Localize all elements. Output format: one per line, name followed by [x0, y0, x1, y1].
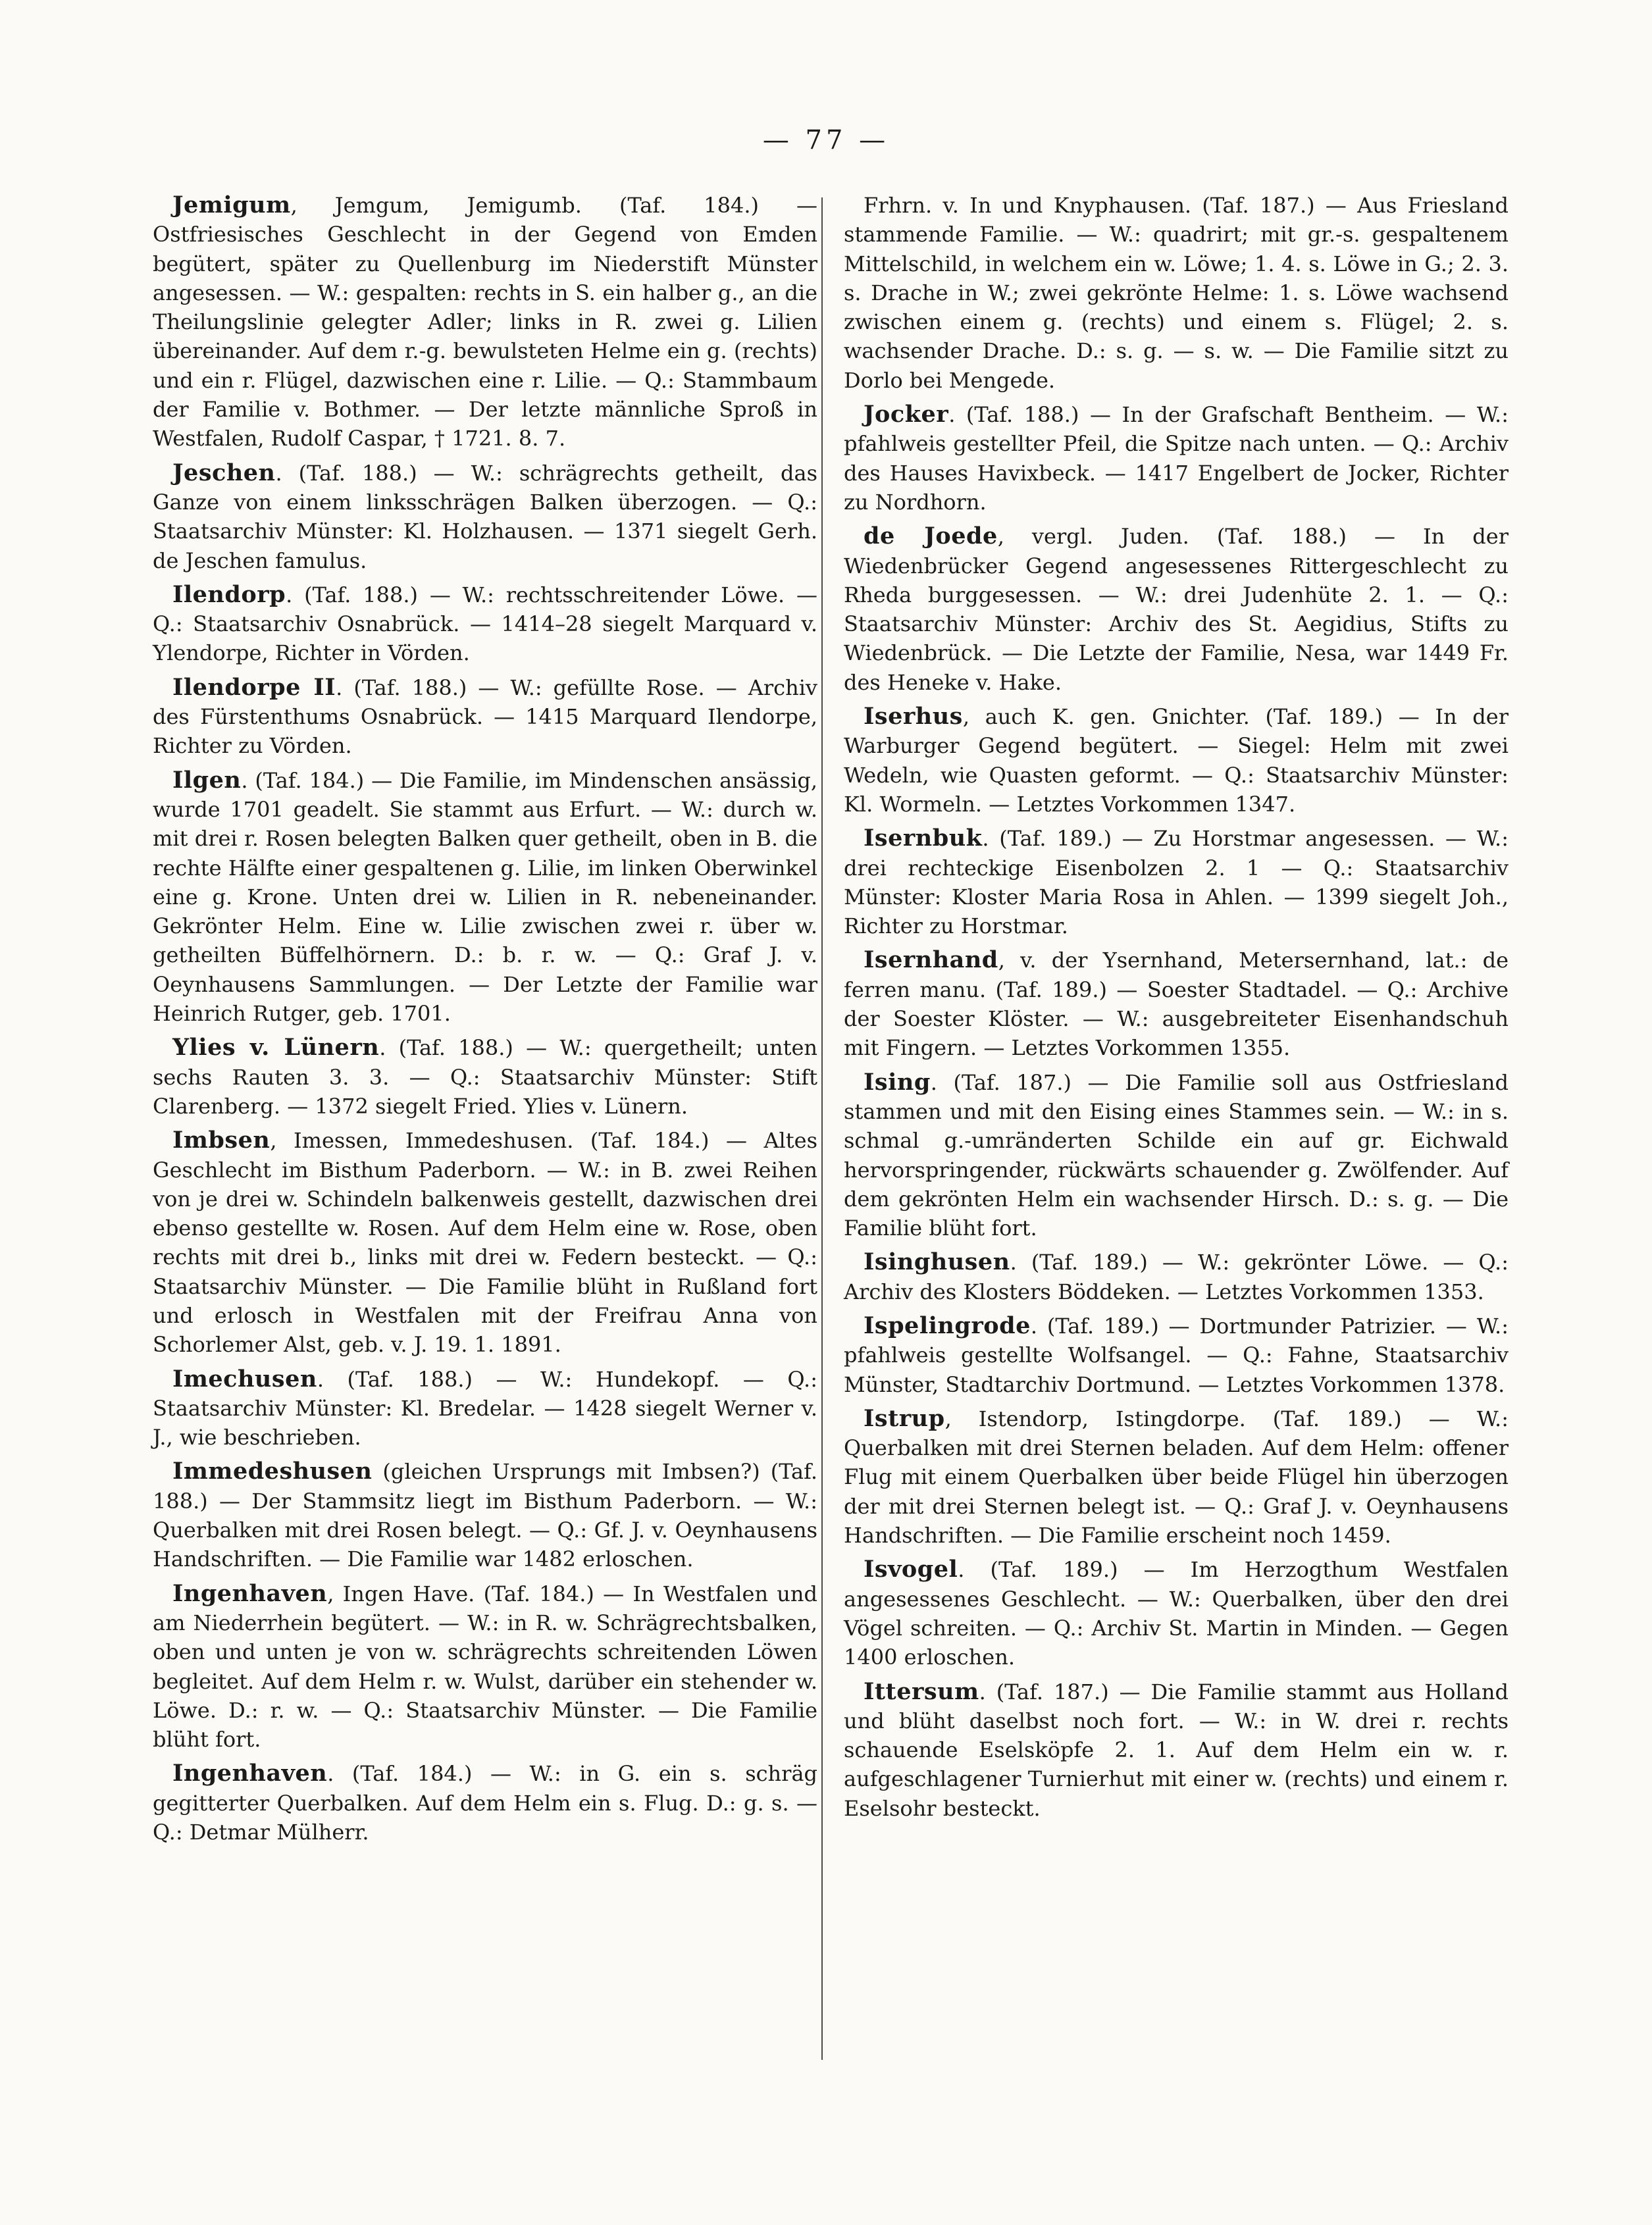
entry-isvogel [844, 1555, 1509, 1672]
entry-imechusen [153, 1365, 817, 1452]
entry-text: , Jemgum, Jemigumb. (Taf. 184.) — Ostfriesisches Geschlecht in der Gegend von Emden begütert, später zu Quellenburg im Niederstift Münster angesessen. — W.: gespalten: rechts in S. ein halber g., an die Theilungslinie gelegter Adler; links in R. zwei g. Lilien übereinander. Auf dem r.-g. bewulsteten Helme ein g. (rechts) und ein r. Flügel, dazwischen eine r. Lilie. — Q.: Stammbaum der Familie v. Bothmer. — Der letzte männliche Sproß in Westfalen, Rudolf Caspar, † 1721. 8. 7. [153, 193, 817, 451]
entry-heading: Ilendorpe II [172, 673, 336, 701]
entry-text: . (Taf. 188.) — W.: gefüllte Rose. — Archiv des Fürstenthums Osnabrück. — 1415 Marquard Ilendorpe, Richter zu Vörden. [153, 675, 818, 759]
entry-heading: Isernbuk [864, 825, 983, 852]
entry-ising [844, 1068, 1509, 1243]
entry-text: , v. der Ysernhand, Metersernhand, lat.: de ferren manu. (Taf. 189.) — Soester Stadtadel. — Q.: Archive der Soester Klöster. — W.: ausgebreiteter Eisenhandschuh mit Fingern. — Letztes Vorkommen 1355. [844, 948, 1509, 1061]
entry-jeschen [153, 459, 817, 575]
entry-isernbuk [844, 824, 1509, 940]
entry-text: (gleichen Ursprungs mit Imbsen?) (Taf. 188.) — Der Stammsitz liegt im Bisthum Paderborn. — W.: Querbalken mit drei Rosen belegt. — Q.: Gf. J. v. Oeynhausens Handschriften. — Die Familie war 1482 erloschen. [153, 1459, 817, 1572]
left-column [153, 191, 817, 1852]
entry-heading: Iserhus [864, 703, 963, 730]
entry-jemigum [153, 191, 817, 453]
page-number: — 77 — [762, 125, 890, 155]
entry-ingenhaven-1 [153, 1579, 817, 1754]
entry-heading: Isinghusen [864, 1248, 1010, 1276]
entry-imbsen [153, 1126, 817, 1359]
entry-heading: Immedeshusen [172, 1458, 373, 1485]
entry-text: , Istendorp, Istingdorpe. (Taf. 189.) — W.: Querbalken mit drei Sternen beladen. Auf dem Helm: offener Flug mit einem Querbalken über beide Flügel hin überzogen der mit drei Sternen belegt ist. — Q.: Graf J. v. Oeynhausens Handschriften. — Die Familie erscheint noch 1459. [844, 1406, 1509, 1548]
entry-heading: Jemigum [172, 192, 291, 218]
entry-heading: Ilgen [172, 766, 242, 794]
entry-text: . (Taf. 188.) — In der Grafschaft Bentheim. — W.: pfahlweis gestellter Pfeil, die Spitze nach unten. — Q.: Archiv des Hauses Havixbeck. — 1417 Engelbert de Jocker, Richter zu Nordhorn. [844, 402, 1509, 515]
entry-text: Frhrn. v. In und Knyphausen. (Taf. 187.) — Aus Friesland stammende Familie. — W.: quadrirt; mit gr.-s. gespaltenem Mittelschild, in welchem ein w. Löwe; 1. 4. s. Löwe in G.; 2. 3. s. Drache in W.; zwei gekrönte Helme: 1. s. Löwe wachsend zwischen einem g. (rechts) und einem s. Flügel; 2. s. wachsender Drache. D.: s. g. — s. w. — Die Familie sitzt zu Dorlo bei Mengede. [844, 193, 1509, 393]
entry-text: . (Taf. 189.) — Im Herzogthum Westfalen angesessenes Geschlecht. — W.: Querbalken, über den drei Vögel schreiten. — Q.: Archiv St. Martin in Minden. — Gegen 1400 erloschen. [844, 1557, 1509, 1670]
entry-heading: de Joede [864, 523, 998, 550]
entry-text: , auch K. gen. Gnichter. (Taf. 189.) — In der Warburger Gegend begütert. — Siegel: Helm mit zwei Wedeln, wie Quasten geformt. — Q.: Staatsarchiv Münster: Kl. Wormeln. — Letztes Vorkommen 1347. [844, 704, 1509, 817]
entry-text: . (Taf. 188.) — W.: quergetheilt; unten sechs Rauten 3. 3. — Q.: Staatsarchiv Münster: Stift Clarenberg. — 1372 siegelt Fried. Ylies v. Lünern. [153, 1035, 817, 1119]
entry-in-und-knyphausen [844, 191, 1509, 395]
entry-heading: Ingenhaven [172, 1760, 328, 1787]
entry-ittersum [844, 1677, 1509, 1823]
entry-text: . (Taf. 189.) — Dortmunder Patrizier. — W.: pfahlweis gestellte Wolfsangel. — Q.: Fahne, Staatsarchiv Münster, Stadtarchiv Dortmund. — Letztes Vorkommen 1378. [844, 1313, 1509, 1397]
entry-istrup [844, 1404, 1509, 1550]
entry-immedeshusen [153, 1457, 817, 1573]
entry-heading: Isvogel [864, 1556, 958, 1583]
entry-ilendorp [153, 580, 817, 668]
entry-text: . (Taf. 189.) — Zu Horstmar angesessen. — W.: drei rechteckige Eisenbolzen 2. 1 — Q.: Staatsarchiv Münster: Kloster Maria Rosa in Ahlen. — 1399 siegelt Joh., Richter zu Horstmar. [844, 826, 1509, 939]
entry-heading: Ittersum [864, 1677, 979, 1705]
entry-isinghusen [844, 1248, 1509, 1306]
entry-de-joede [844, 522, 1509, 697]
entry-text: . (Taf. 184.) — Die Familie, im Mindenschen ansässig, wurde 1701 geadelt. Sie stammt aus Erfurt. — W.: durch w. mit drei r. Rosen belegten Balken quer getheilt, oben in B. die rechte Hälfte einer gespaltenen g. Lilie, im linken Oberwinkel eine g. Krone. Unten drei w. Lilien in R. nebeneinander. Gekrönter Helm. Eine w. Lilie zwischen zwei r. über w. getheilten Büffelhörnern. D.: b. r. w. — Q.: Graf J. v. Oeynhausens Sammlungen. — Der Letzte der Familie war Heinrich Rutger, geb. 1701. [153, 767, 817, 1027]
entry-text: , vergl. Juden. (Taf. 188.) — In der Wiedenbrücker Gegend angesessenes Rittergeschlecht zu Rheda burggesessen. — W.: drei Judenhüte 2. 1. — Q.: Staatsarchiv Münster: Archiv des St. Aegidius, Stifts zu Wiedenbrück. — Die Letzte der Familie, Nesa, war 1449 Fr. des Heneke v. Hake. [844, 524, 1509, 695]
entry-ilendorpe-ii [153, 673, 817, 761]
entry-ispelingrode [844, 1312, 1509, 1399]
entry-text: . (Taf. 184.) — W.: in G. ein s. schräg gegitterter Querbalken. Auf dem Helm ein s. Flug. D.: g. s. — Q.: Detmar Mülherr. [153, 1761, 817, 1845]
entry-ylies-v-luenern [153, 1033, 817, 1121]
entry-text: . (Taf. 187.) — Die Familie soll aus Ostfriesland stammen und mit den Eising eines Stammes sein. — W.: in s. schmal g.-umränderten Schilde ein auf gr. Eichwald hervorspringender, rückwärts schauender g. Zwölfender. Auf dem gekrönten Helm ein wachsender Hirsch. D.: s. g. — Die Familie blüht fort. [844, 1069, 1509, 1241]
entry-jocker [844, 400, 1509, 517]
entry-heading: Jeschen [172, 459, 276, 486]
entry-text: , Ingen Have. (Taf. 184.) — In Westfalen und am Niederrhein begütert. — W.: in R. w. Schrägrechtsbalken, oben und unten je von w. schrägrechts schreitenden Löwen begleitet. Auf dem Helm r. w. Wulst, darüber ein stehender w. Löwe. D.: r. w. — Q.: Staatsarchiv Münster. — Die Familie blüht fort. [153, 1581, 817, 1752]
entry-heading: Jocker [864, 401, 949, 428]
entry-heading: Ising [864, 1068, 931, 1096]
entry-ingenhaven-2 [153, 1759, 817, 1847]
entry-text: . (Taf. 188.) — W.: rechtsschreitender Löwe. — Q.: Staatsarchiv Osnabrück. — 1414–28 siegelt Marquard v. Ylendorpe, Richter in Vörden. [153, 582, 817, 666]
entry-heading: Ispelingrode [864, 1312, 1031, 1339]
entry-iserhus [844, 702, 1509, 819]
entry-text: . (Taf. 188.) — W.: Hundekopf. — Q.: Staatsarchiv Münster: Kl. Bredelar. — 1428 siegelt Werner v. J., wie beschrieben. [153, 1366, 817, 1450]
entry-heading: Ingenhaven [172, 1579, 328, 1607]
entry-ilgen [153, 766, 817, 1029]
entry-heading: Istrup [864, 1404, 945, 1432]
entry-heading: Isernhand [864, 946, 998, 974]
column-divider [821, 197, 823, 2060]
entry-heading: Imbsen [172, 1127, 271, 1154]
entry-text: . (Taf. 188.) — W.: schrägrechts getheilt, das Ganze von einem linksschrägen Balken überzogen. — Q.: Staatsarchiv Münster: Kl. Holzhausen. — 1371 siegelt Gerh. de Jeschen famulus. [153, 460, 817, 573]
entry-text: , Imessen, Immedeshusen. (Taf. 184.) — Altes Geschlecht im Bisthum Paderborn. — W.: in B. zwei Reihen von je drei w. Schindeln balkenweis gestellt, dazwischen drei ebenso gestellte w. Rosen. Auf dem Helm eine w. Rose, oben rechts mit drei b., links mit drei w. Federn besteckt. — Q.: Staatsarchiv Münster. — Die Familie blüht in Rußland fort und erlosch in Westfalen mit der Freifrau Anna von Schorlemer Alst, geb. v. J. 19. 1. 1891. [153, 1128, 817, 1358]
entry-heading: Ylies v. Lünern [172, 1034, 380, 1061]
entry-heading: Imechusen [172, 1365, 317, 1393]
entry-text: . (Taf. 187.) — Die Familie stammt aus Holland und blüht daselbst noch fort. — W.: in W. drei r. rechts schauende Eselsköpfe 2. 1. Auf dem Helm ein w. r. aufgeschlagener Turnierhut mit einer w. (rechts) und einem r. Eselsohr besteckt. [844, 1679, 1509, 1821]
entry-heading: Ilendorp [172, 580, 286, 608]
right-column [844, 191, 1509, 1828]
entry-text: . (Taf. 189.) — W.: gekrönter Löwe. — Q.: Archiv des Klosters Böddeken. — Letztes Vorkommen 1353. [844, 1250, 1509, 1304]
entry-isernhand [844, 946, 1509, 1062]
